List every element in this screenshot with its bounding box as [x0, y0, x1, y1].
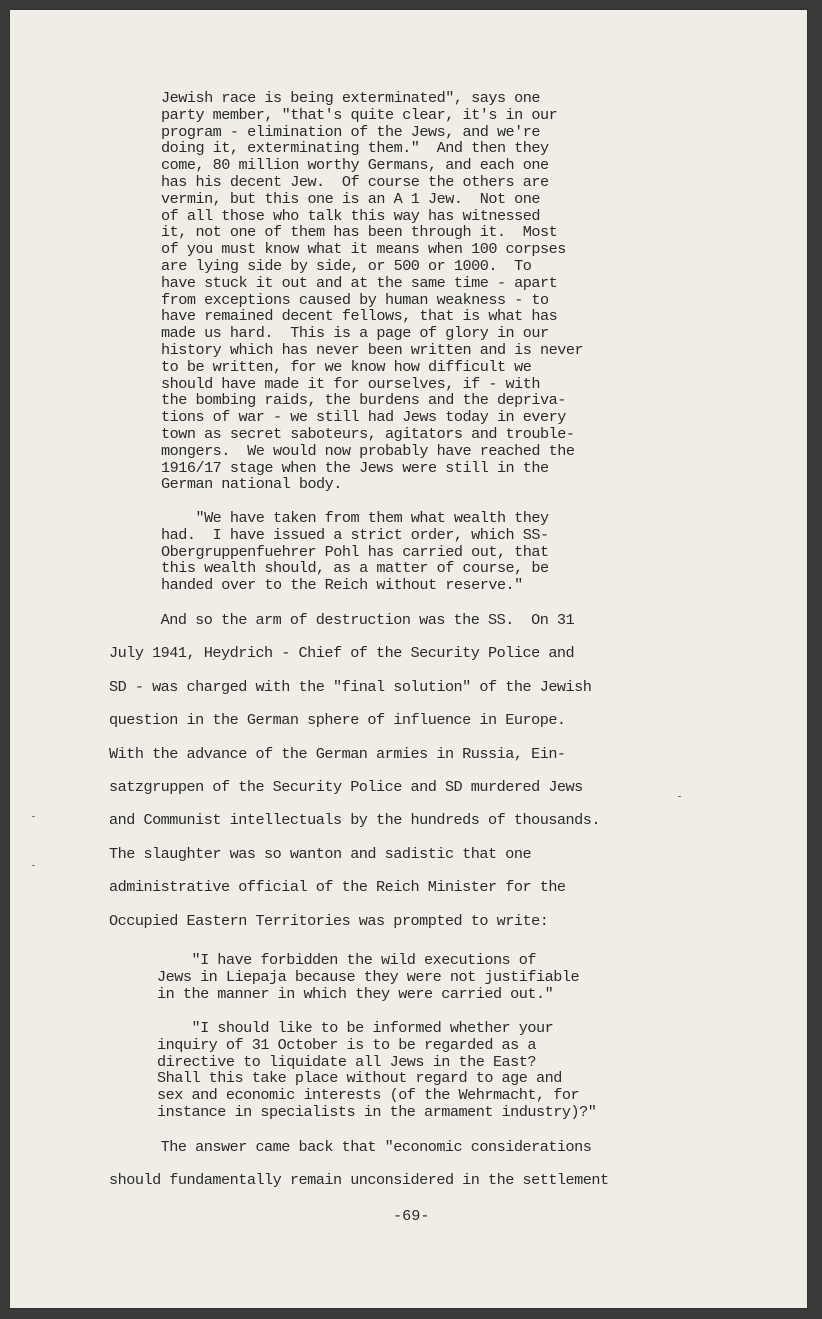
- text-line: it, not one of them has been through it. Most: [161, 223, 558, 242]
- text-line: directive to liquidate all Jews in the East?: [157, 1052, 537, 1071]
- text-line: Shall this take place without regard to age and: [157, 1069, 562, 1088]
- text-line: Occupied Eastern Territories was prompted to write:: [109, 911, 549, 930]
- text-line: Jews in Liepaja because they were not justifiable: [157, 967, 580, 986]
- text-line: in the manner in which they were carried out.": [157, 984, 554, 1003]
- text-line: are lying side by side, or 500 or 1000. To: [161, 256, 532, 275]
- text-line: of you must know what it means when 100 corpses: [161, 240, 566, 259]
- text-line: had. I have issued a strict order, which SS-: [161, 525, 549, 544]
- text-line: tions of war - we still had Jews today in every: [161, 408, 566, 427]
- quote-block-3: [157, 952, 579, 1002]
- text-line: With the advance of the German armies in Russia, Ein-: [109, 744, 566, 763]
- text-line: to be written, for we know how difficult we: [161, 357, 532, 376]
- text-line: from exceptions caused by human weakness - to: [161, 290, 549, 309]
- text-line: made us hard. This is a page of glory in our: [161, 324, 549, 343]
- body-paragraph-1: [109, 604, 600, 938]
- text-line: SD - was charged with the "final solution" of the Jewish: [109, 677, 592, 696]
- text-line: instance in specialists in the armament industry)?": [157, 1102, 597, 1121]
- text-line: sex and economic interests (of the Wehrmacht, for: [157, 1086, 580, 1105]
- text-line: mongers. We would now probably have reached the: [161, 441, 575, 460]
- text-line: and Communist intellectuals by the hundreds of thousands.: [109, 811, 600, 830]
- text-line: The slaughter was so wanton and sadistic that one: [109, 844, 532, 863]
- text-line: Obergruppenfuehrer Pohl has carried out, that: [161, 542, 549, 561]
- text-line: Jewish race is being exterminated", says one: [161, 89, 541, 107]
- text-line: has his decent Jew. Of course the others are: [161, 172, 549, 191]
- text-line: inquiry of 31 October is to be regarded as a: [157, 1035, 537, 1054]
- text-line: And so the arm of destruction was the SS. On 31: [109, 611, 575, 629]
- text-line: 1916/17 stage when the Jews were still in the: [161, 458, 549, 477]
- text-line: The answer came back that "economic considerations: [109, 1138, 592, 1156]
- text-line: question in the German sphere of influence in Europe.: [109, 711, 566, 730]
- text-line: "I should like to be informed whether your: [157, 1019, 554, 1037]
- text-line: should fundamentally remain unconsidered in the settlement: [109, 1171, 609, 1190]
- text-line: this wealth should, as a matter of course, be: [161, 559, 549, 578]
- body-paragraph-2: [109, 1131, 609, 1198]
- text-line: town as secret saboteurs, agitators and trouble-: [161, 424, 575, 443]
- text-line: party member, "that's quite clear, it's in our: [161, 105, 558, 124]
- scan-mark: [678, 796, 681, 797]
- text-line: satzgruppen of the Security Police and SD murdered Jews: [109, 778, 583, 797]
- text-line: doing it, exterminating them." And then they: [161, 139, 549, 158]
- text-line: of all those who talk this way has witnessed: [161, 206, 541, 225]
- quote-block-2: [161, 510, 549, 594]
- document-page: [10, 10, 807, 1308]
- scan-mark: [32, 816, 35, 817]
- text-line: have remained decent fellows, that is what has: [161, 307, 558, 326]
- text-line: history which has never been written and is never: [161, 340, 584, 359]
- text-line: should have made it for ourselves, if - with: [161, 374, 541, 393]
- text-line: handed over to the Reich without reserve.": [161, 576, 523, 595]
- text-line: the bombing raids, the burdens and the depriva-: [161, 391, 566, 410]
- text-line: have stuck it out and at the same time - apart: [161, 273, 558, 292]
- text-line: come, 80 million worthy Germans, and each one: [161, 156, 549, 175]
- text-line: vermin, but this one is an A 1 Jew. Not one: [161, 189, 541, 208]
- text-line: July 1941, Heydrich - Chief of the Security Police and: [109, 644, 575, 663]
- text-line: "We have taken from them what wealth they: [161, 509, 549, 527]
- scan-mark: [32, 865, 35, 866]
- quote-block-4: [157, 1020, 596, 1121]
- text-line: German national body.: [161, 475, 342, 494]
- page-number: -69-: [393, 1207, 430, 1225]
- text-line: administrative official of the Reich Minister for the: [109, 878, 566, 897]
- quote-block-1: [161, 90, 583, 493]
- text-line: program - elimination of the Jews, and we're: [161, 122, 541, 141]
- text-line: "I have forbidden the wild executions of: [157, 951, 537, 969]
